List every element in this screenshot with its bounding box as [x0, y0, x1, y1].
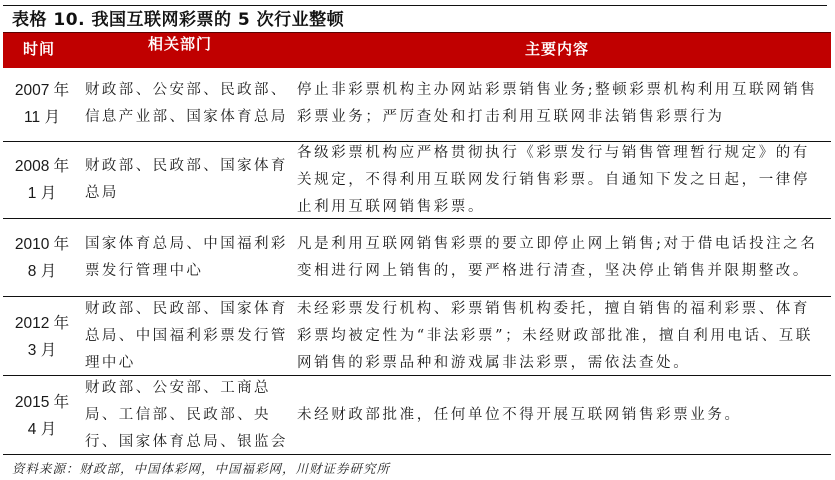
- dept-text: 财政部、公安部、工商总局、工信部、民政部、央行、国家体育总局、银监会: [85, 380, 288, 450]
- time-year: 2012 年: [14, 314, 70, 332]
- content-cell: [297, 67, 827, 141]
- content-cell: [297, 142, 827, 218]
- content-cell: [297, 220, 827, 296]
- dept-cell: [85, 142, 290, 218]
- time-month: 8 月: [27, 263, 57, 280]
- table-row: [3, 298, 831, 376]
- time-year: 2010 年: [14, 236, 70, 253]
- time-cell: [3, 377, 81, 454]
- time-month: 11 月: [24, 109, 60, 126]
- dept-cell: [85, 220, 290, 296]
- dept-text: 财政部、公安部、民政部、信息产业部、国家体育总局: [85, 82, 288, 125]
- header-dept: 相关部门: [148, 35, 213, 53]
- dept-cell: [85, 67, 290, 141]
- dept-text: 财政部、民政部、国家体育总局: [85, 158, 288, 201]
- content-text: 未经财政部批准，任何单位不得开展互联网销售彩票业务。: [297, 407, 742, 423]
- time-year: 2008 年: [14, 158, 70, 175]
- content-cell: [297, 298, 827, 375]
- time-cell: [3, 67, 81, 141]
- table-title: 表格 10. 我国互联网彩票的 5 次行业整顿: [12, 10, 345, 30]
- table-row: [3, 377, 831, 455]
- content-text: 各级彩票机构应严格贯彻执行《彩票发行与销售管理暂行规定》的有关规定，不得利用互联网发行销售彩票。自通知下发之日起，一律停止利用互联网销售彩票。: [297, 144, 810, 215]
- content-text: 凡是利用互联网销售彩票的要立即停止网上销售;对于借电话投注之名变相进行网上销售的，要严格进行清查，坚决停止销售并限期整改。: [297, 236, 818, 279]
- content-text: 停止非彩票机构主办网站彩票销售业务;整顿彩票机构利用互联网销售彩票业务；严厉查处和打击利用互联网非法销售彩票行为: [297, 82, 818, 125]
- content-text: 未经彩票发行机构、彩票销售机构委托，擅自销售的福利彩票、体育彩票均被定性为“非法彩票”；未经财政部批准，擅自利用电话、互联网销售的彩票品种和游戏属非法彩票，需依法查处。: [297, 301, 813, 371]
- table-row: [3, 220, 831, 297]
- time-month: 4 月: [27, 420, 57, 438]
- dept-cell: [85, 298, 290, 375]
- dept-text: 国家体育总局、中国福利彩票发行管理中心: [85, 236, 288, 279]
- time-month: 1 月: [27, 185, 57, 202]
- time-cell: [3, 298, 81, 375]
- table-row: [3, 67, 831, 142]
- dept-text: 财政部、民政部、国家体育总局、中国福利彩票发行管理中心: [85, 301, 288, 371]
- time-cell: [3, 220, 81, 296]
- time-year: 2007 年: [14, 82, 70, 99]
- dept-cell: [85, 377, 290, 454]
- header-time: 时间: [23, 40, 56, 58]
- source-note: 资料来源：财政部，中国体彩网，中国福彩网，川财证券研究所: [12, 461, 391, 476]
- time-cell: [3, 142, 81, 218]
- header-content: 主要内容: [525, 40, 590, 58]
- table-row: [3, 142, 831, 219]
- table-header: [3, 32, 831, 68]
- time-month: 3 月: [27, 341, 57, 359]
- time-year: 2015 年: [14, 393, 70, 411]
- top-rule: [3, 5, 827, 6]
- content-cell: [297, 377, 827, 454]
